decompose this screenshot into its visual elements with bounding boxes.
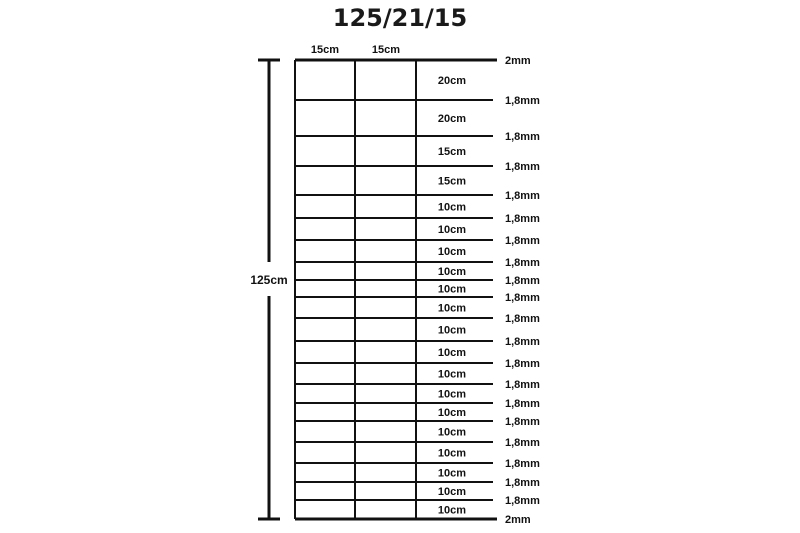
spacing-label: 15cm — [437, 146, 467, 158]
wire-thickness-label: 1,8mm — [505, 292, 540, 304]
spacing-label: 10cm — [437, 246, 467, 258]
wire-thickness-label: 1,8mm — [505, 458, 540, 470]
spacing-label: 10cm — [437, 447, 467, 460]
height-label: 125cm — [250, 273, 288, 287]
bottom-wire-label: 2mm — [505, 514, 531, 526]
wire-thickness-label: 1,8mm — [505, 416, 540, 428]
spacing-label: 10cm — [437, 302, 467, 315]
column-width-label-2: 15cm — [371, 44, 401, 56]
wire-thickness-label: 1,8mm — [505, 131, 540, 143]
spacing-label: 10cm — [437, 266, 467, 278]
spacing-label: 10cm — [437, 324, 467, 337]
spacing-label: 10cm — [437, 407, 467, 419]
spacing-label: 20cm — [437, 113, 467, 125]
spacing-label: 10cm — [437, 201, 467, 214]
spacing-label: 10cm — [437, 224, 467, 236]
wire-thickness-label: 1,8mm — [505, 398, 540, 410]
wire-thickness-label: 1,8mm — [505, 257, 540, 269]
wire-thickness-label: 1,8mm — [505, 495, 540, 507]
wire-thickness-label: 1,8mm — [505, 313, 540, 325]
diagram-title: 125/21/15 — [332, 4, 468, 32]
wire-thickness-label: 1,8mm — [505, 190, 540, 202]
wire-thickness-label: 1,8mm — [505, 477, 540, 489]
spacing-label: 10cm — [437, 347, 467, 359]
spacing-label: 10cm — [437, 426, 467, 439]
wire-thickness-label: 1,8mm — [505, 213, 540, 225]
wire-thickness-label: 1,8mm — [505, 437, 540, 449]
spacing-label: 10cm — [437, 368, 467, 381]
spacing-label: 10cm — [437, 504, 467, 517]
spacing-label: 15cm — [437, 175, 467, 188]
horizontal-wires — [295, 60, 497, 519]
wire-thickness-label: 1,8mm — [505, 358, 540, 370]
spacing-label: 10cm — [437, 486, 467, 498]
spacing-label: 10cm — [437, 467, 467, 480]
wire-thickness-label: 1,8mm — [505, 336, 540, 348]
wire-thickness-label: 1,8mm — [505, 275, 540, 287]
wire-labels — [438, 55, 540, 526]
wire-thickness-label: 1,8mm — [505, 161, 540, 173]
wire-thickness-label: 1,8mm — [505, 379, 540, 391]
column-width-label-1: 15cm — [310, 44, 340, 56]
wire-thickness-label: 1,8mm — [505, 235, 540, 247]
wire-thickness-label: 1,8mm — [505, 95, 540, 107]
spacing-label: 10cm — [437, 283, 467, 296]
spacing-label: 10cm — [437, 388, 467, 401]
top-wire-label: 2mm — [505, 55, 531, 67]
spacing-label: 20cm — [437, 75, 467, 87]
